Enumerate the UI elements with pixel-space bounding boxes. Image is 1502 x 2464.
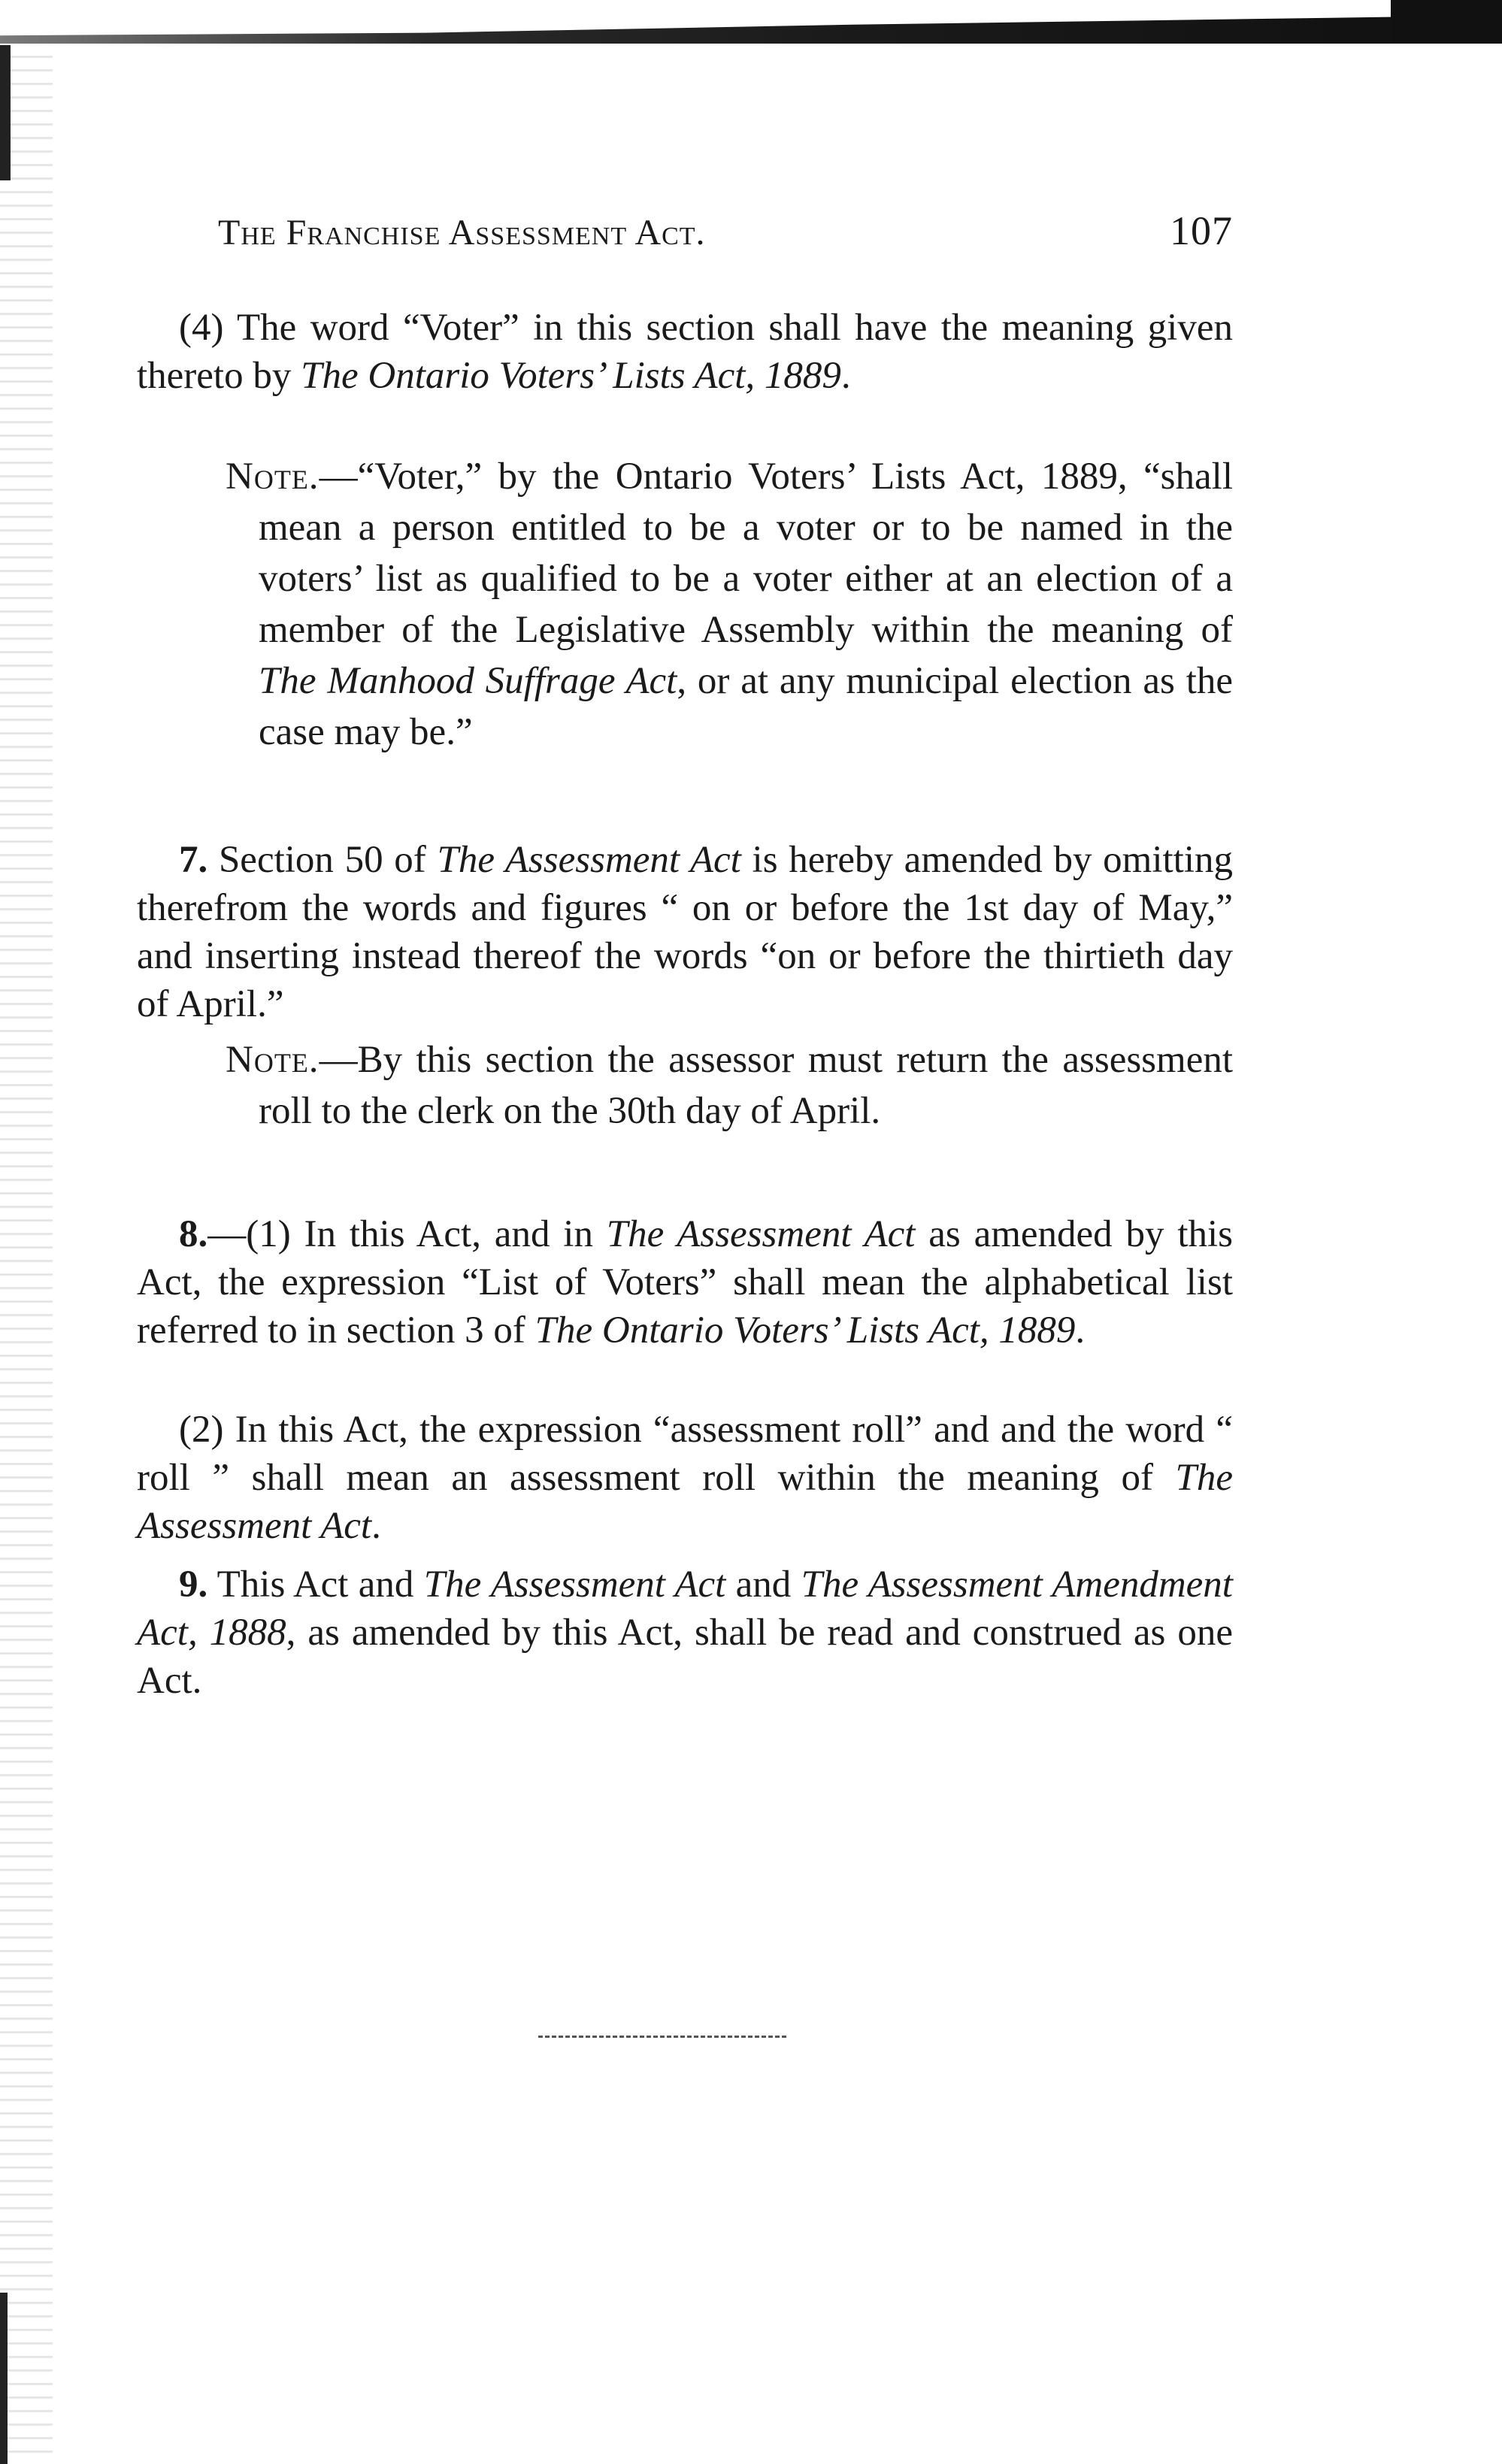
left-scan-mark	[0, 2293, 8, 2464]
top-scan-edge	[0, 17, 1421, 44]
running-header	[218, 208, 1233, 265]
left-scan-edge	[0, 45, 53, 2464]
left-scan-mark	[0, 45, 11, 180]
note-assessor-return: Note.—By this section the assessor must return the assessment roll to the clerk on the 30th day of April.	[226, 1039, 1233, 1132]
section-8-2: (2) In this Act, the expression “assessment roll” and and the word “ roll ” shall mean an assessment roll within the meaning of The Assessment Act.	[137, 1409, 1233, 1547]
top-scan-corner	[1391, 0, 1502, 44]
end-of-act-rule	[538, 2036, 786, 2038]
paragraph-4: (4) The word “Voter” in this section shall have the meaning given thereto by The Ontario Voters’ Lists Act, 1889.	[137, 307, 1233, 397]
note-voter-definition: Note.—“Voter,” by the Ontario Voters’ Lists Act, 1889, “shall mean a person entitled to be a voter or to be named in the voters’ list as qualified to be a voter either at an election of a member of the Legislative Assembly within the meaning of The Manhood Suffrage Act, or at any municipal election as the case may be.”	[226, 456, 1233, 753]
page-number: 107	[1170, 208, 1233, 253]
section-9: 9. This Act and The Assessment Act and The Assessment Amendment Act, 1888, as amended by this Act, shall be read and construed as one Act.	[137, 1563, 1233, 1702]
running-title: The Franchise Assessment Act.	[218, 213, 706, 253]
section-7: 7. Section 50 of The Assessment Act is hereby amended by omitting therefrom the words and figures “ on or before the 1st day of May,” and inserting instead thereof the words “on or before the thirtieth day of April.”	[137, 839, 1233, 1025]
section-8-1: 8.—(1) In this Act, and in The Assessment Act as amended by this Act, the expression “List of Voters” shall mean the alphabetical list referred to in section 3 of The Ontario Voters’ Lists Act, 1889.	[137, 1213, 1234, 1352]
